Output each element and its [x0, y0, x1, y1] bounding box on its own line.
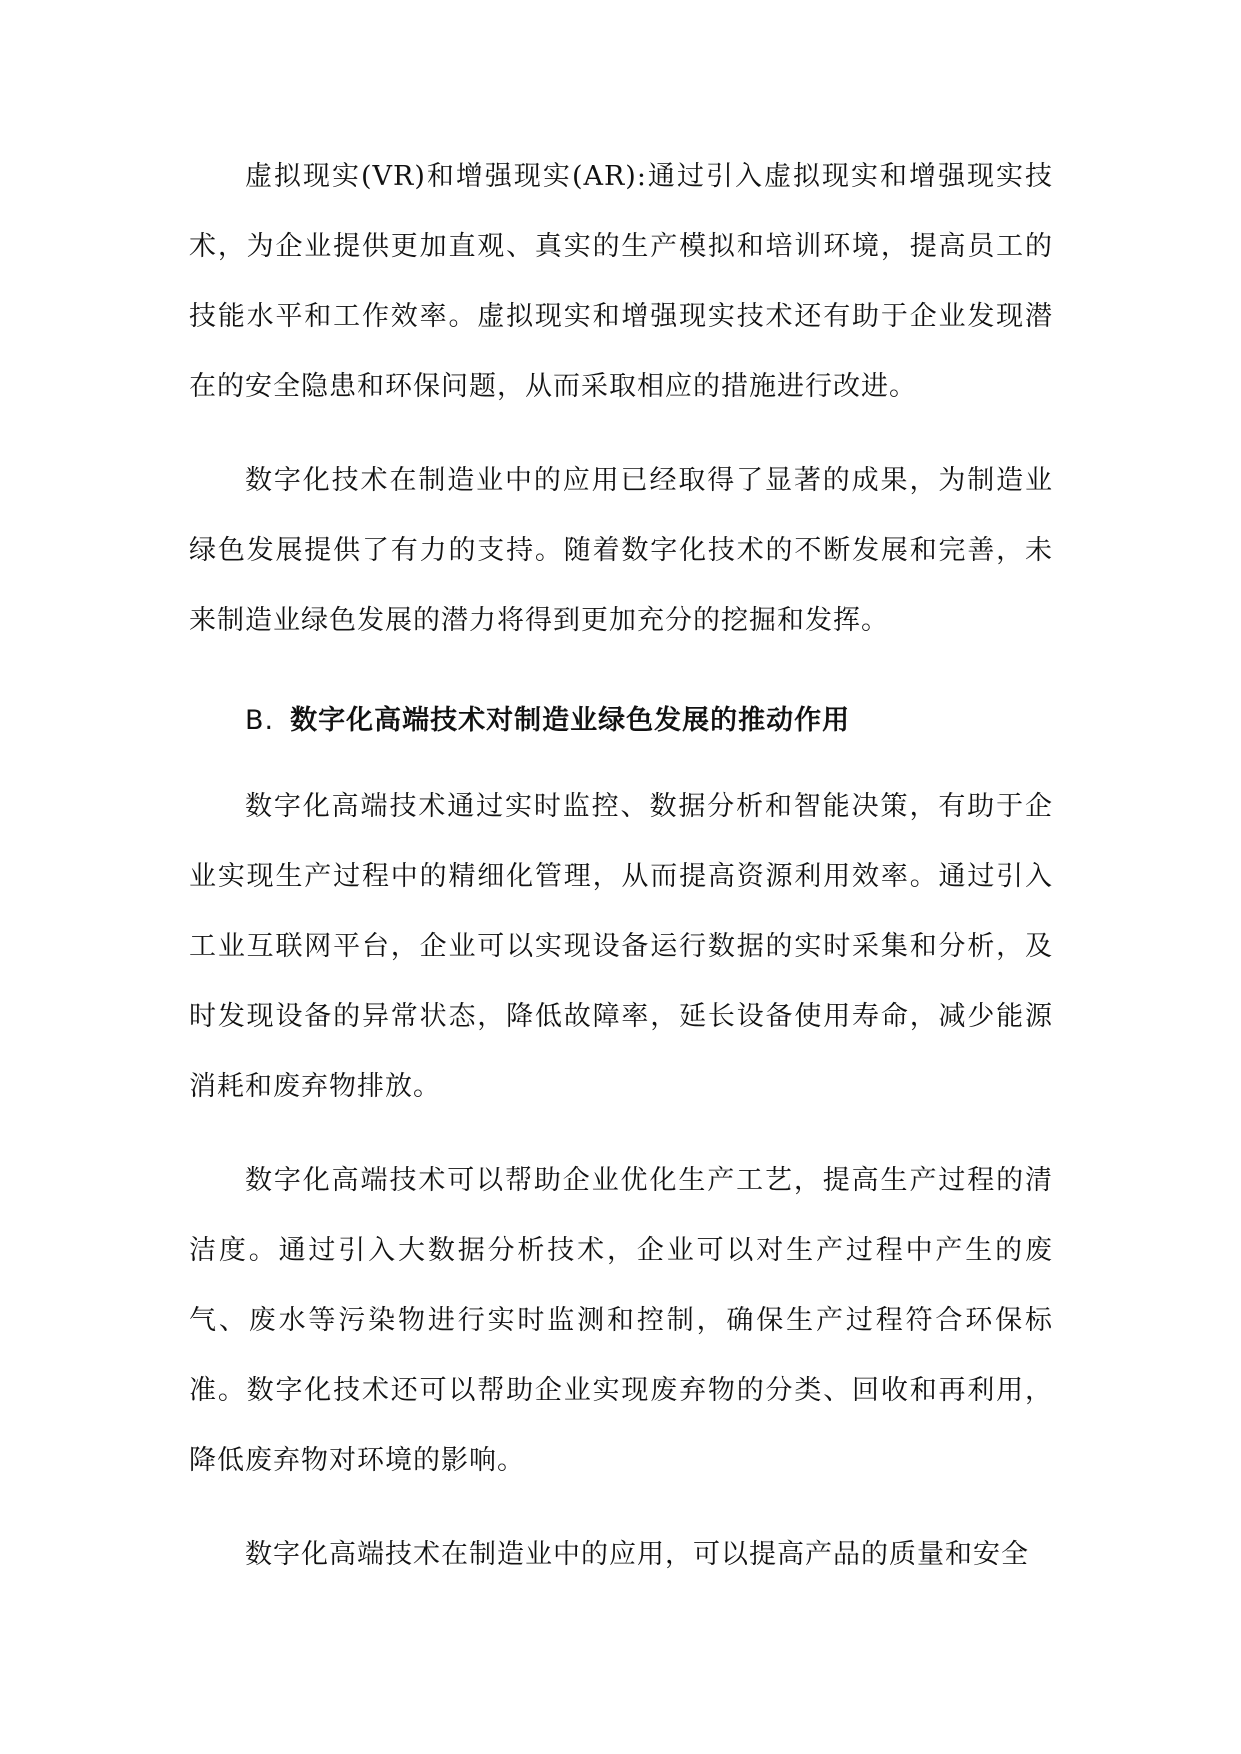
document-body [189, 142, 1053, 1590]
section-heading [189, 698, 1053, 744]
paragraph-resource-efficiency: 数字化高端技术通过实时监控、数据分析和智能决策，有助于企业实现生产过程中的精细化管理，从而提高资源利用效率。通过引入工业互联网平台，企业可以实现设备运行数据的实时采集和分析，及时发现设备的异常状态，降低故障率，延长设备使用寿命，减少能源消耗和废弃物排放。 [189, 791, 1053, 1102]
paragraph-quality-safety: 数字化高端技术在制造业中的应用，可以提高产品的质量和安全 [245, 1539, 1029, 1570]
paragraph-digital-achievements: 数字化技术在制造业中的应用已经取得了显著的成果，为制造业绿色发展提供了有力的支持。随着数字化技术的不断发展和完善，未来制造业绿色发展的潜力将得到更加充分的挖掘和发挥。 [189, 465, 1053, 636]
section-title: 数字化高端技术对制造业绿色发展的推动作用 [290, 705, 851, 736]
paragraph-clean-production: 数字化高端技术可以帮助企业优化生产工艺，提高生产过程的清洁度。通过引入大数据分析技术，企业可以对生产过程中产生的废气、废水等污染物进行实时监测和控制，确保生产过程符合环保标准。数字化技术还可以帮助企业实现废弃物的分类、回收和再利用，降低废弃物对环境的影响。 [189, 1165, 1053, 1476]
section-number: B. [245, 705, 275, 736]
paragraph-vr-ar: 虚拟现实(VR)和增强现实(AR):通过引入虚拟现实和增强现实技术，为企业提供更加直观、真实的生产模拟和培训环境，提高员工的技能水平和工作效率。虚拟现实和增强现实技术还有助于企业发现潜在的安全隐患和环保问题，从而采取相应的措施进行改进。 [189, 161, 1053, 402]
